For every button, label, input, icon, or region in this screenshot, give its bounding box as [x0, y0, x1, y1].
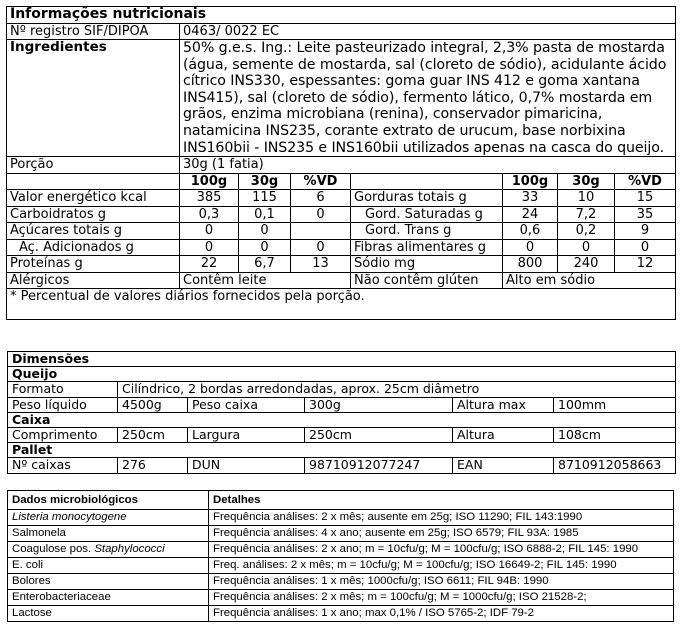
registry-label: Nº registro SIF/DIPOA	[7, 23, 180, 40]
ean-label: EAN	[453, 458, 554, 473]
nutrient-vd: 6	[291, 190, 351, 207]
pallet-header: Pallet	[8, 443, 676, 458]
dun-label: DUN	[188, 458, 305, 473]
micro-row	[8, 542, 674, 558]
format-value: Cilíndrico, 2 bordas arredondadas, aprox. 25cm diâmetro	[118, 382, 676, 397]
nutrient-100g: 0	[180, 239, 239, 256]
micro-details: Frequência análises: 1 x ano; max 0,1% / ISO 5765-2; IDF 79-2	[209, 606, 674, 622]
ingredients-label: Ingredientes	[7, 40, 180, 157]
nutrient-vd: 13	[291, 256, 351, 273]
nutrient-name: Açúcares totais g	[7, 223, 180, 240]
nutrient-name: Gorduras totais g	[351, 190, 503, 207]
net-weight-value: 4500g	[118, 397, 188, 412]
nutrient-vd: 0	[615, 239, 676, 256]
format-label: Formato	[8, 382, 118, 397]
height-label: Altura	[453, 428, 554, 443]
nutrient-vd: 0	[291, 206, 351, 223]
nutrient-100g: 385	[180, 190, 239, 207]
nutrient-name: Fibras alimentares g	[351, 239, 503, 256]
nutrient-vd: 9	[615, 223, 676, 240]
cheese-header: Queijo	[8, 367, 676, 382]
nutrient-row	[7, 223, 676, 240]
nutrient-30g: 0,2	[558, 223, 615, 240]
nutrient-vd	[291, 223, 351, 240]
max-height-value: 100mm	[554, 397, 676, 412]
micro-row	[8, 510, 674, 526]
micro-name: E. coli	[8, 558, 209, 574]
nutrient-row	[7, 206, 676, 223]
dimensions-title: Dimensões	[8, 352, 676, 367]
micro-name-italic: Staphylococci	[94, 543, 165, 555]
header-100g-right: 100g	[503, 173, 558, 190]
nutrient-30g: 7,2	[558, 206, 615, 223]
micro-row	[8, 590, 674, 606]
nutrient-30g: 0	[239, 239, 291, 256]
gluten-statement: Não contêm glúten	[351, 272, 503, 289]
nutrient-name: Gord. Saturadas g	[351, 206, 503, 223]
micro-name: Enterobacteriaceae	[8, 590, 209, 606]
micro-header-left: Dados microbiológicos	[8, 491, 209, 510]
micro-row	[8, 574, 674, 590]
nutrient-100g: 0	[180, 223, 239, 240]
portion-label: Porção	[7, 157, 180, 174]
micro-name: Salmonela	[8, 526, 209, 542]
max-height-label: Altura max	[453, 397, 554, 412]
box-weight-label: Peso caixa	[188, 397, 305, 412]
registry-value: 0463/ 0022 EC	[180, 23, 676, 40]
nutrient-100g: 0,6	[503, 223, 558, 240]
header-30g-right: 30g	[558, 173, 615, 190]
micro-details: Frequência análises: 2 x mês; ausente em 25g; ISO 11290; FIL 143:1990	[209, 510, 674, 526]
length-label: Comprimento	[8, 428, 118, 443]
nutrient-row	[7, 239, 676, 256]
nutrient-100g: 800	[503, 256, 558, 273]
nutrient-30g: 0,1	[239, 206, 291, 223]
nutrient-100g: 0,3	[180, 206, 239, 223]
nutrient-name: Carboidratos g	[7, 206, 180, 223]
micro-header-right: Detalhes	[209, 491, 674, 510]
nutrient-100g: 33	[503, 190, 558, 207]
micro-name: Bolores	[8, 574, 209, 590]
nutrient-100g: 22	[180, 256, 239, 273]
nutrient-name: Valor energético kcal	[7, 190, 180, 207]
nutrient-100g: 0	[503, 239, 558, 256]
dimensions-table	[7, 351, 676, 474]
micro-details: Frequência análises: 2 x mês; m = 100cfu/g; M = 1000cfu/g; ISO 21528-2;	[209, 590, 674, 606]
nutrient-vd: 0	[291, 239, 351, 256]
header-blank-right	[351, 173, 503, 190]
micro-name-prefix: Coagulose pos.	[12, 543, 95, 555]
header-30g: 30g	[239, 173, 291, 190]
nutrient-30g: 10	[558, 190, 615, 207]
footnote: * Percentual de valores diários fornecidos pela porção.	[7, 289, 676, 320]
micro-name: Listeria monocytogene	[8, 510, 209, 526]
micro-details: Frequência análises: 1 x mês; 1000cfu/g; ISO 6611; FIL 94B: 1990	[209, 574, 674, 590]
micro-row	[8, 606, 674, 622]
nutrient-30g: 0	[239, 223, 291, 240]
micro-name	[8, 542, 209, 558]
header-blank	[7, 173, 180, 190]
nutrient-vd: 12	[615, 256, 676, 273]
boxes-label: Nº caixas	[8, 458, 118, 473]
nutrition-table	[6, 6, 676, 320]
sodium-note: Alto em sódio	[503, 272, 676, 289]
header-100g: 100g	[180, 173, 239, 190]
micro-details: Freq. análises: 2 x mês; m = 10cfu/g; M = 100cfu/g; ISO 16649-2; FIL 145: 1990	[209, 558, 674, 574]
net-weight-label: Peso líquido	[8, 397, 118, 412]
boxes-value: 276	[118, 458, 188, 473]
header-vd-right: %VD	[615, 173, 676, 190]
box-header: Caixa	[8, 412, 676, 427]
micro-details: Frequência análises: 4 x ano; ausente em 25g; ISO 6579; FIL 93A: 1985	[209, 526, 674, 542]
nutrient-row	[7, 190, 676, 207]
nutrient-100g: 24	[503, 206, 558, 223]
width-label: Largura	[188, 428, 305, 443]
box-weight-value: 300g	[305, 397, 453, 412]
nutrient-name: Gord. Trans g	[351, 223, 503, 240]
portion-value: 30g (1 fatia)	[180, 157, 676, 174]
ingredients-text: 50% g.e.s. Ing.: Leite pasteurizado integral, 2,3% pasta de mostarda (água, semente de mostarda, sal (cloreto de sódio), acidulante ácido cítrico INS330, espessantes: goma guar INS 412 e goma xantana INS415), sal (cloreto de sódio), fermento lático, 0,7% mostarda em grãos, enzima microbiana (renina), conservador pimaricina, natamicina INS235, corante extrato de urucum, base norbixina INS160bii - INS235 e INS160bii utilizados apenas na casca do queijo.	[180, 40, 676, 157]
nutrient-30g: 240	[558, 256, 615, 273]
micro-details: Frequência análises: 2 x ano; m = 10cfu/g; M = 100cfu/g; ISO 6888-2; FIL 145: 1990	[209, 542, 674, 558]
nutrient-name: Sódio mg	[351, 256, 503, 273]
allergens-value: Contêm leite	[180, 272, 351, 289]
allergens-label: Alérgicos	[7, 272, 180, 289]
micro-row	[8, 526, 674, 542]
nutrient-30g: 115	[239, 190, 291, 207]
nutrient-name: Proteínas g	[7, 256, 180, 273]
width-value: 250cm	[305, 428, 453, 443]
micro-row	[8, 558, 674, 574]
dun-value: 98710912077247	[305, 458, 453, 473]
length-value: 250cm	[118, 428, 188, 443]
nutrient-row	[7, 256, 676, 273]
nutrient-30g: 0	[558, 239, 615, 256]
microbiology-table	[7, 490, 674, 622]
nutrition-title: Informações nutricionais	[7, 7, 676, 24]
nutrient-vd: 35	[615, 206, 676, 223]
ean-value: 8710912058663	[554, 458, 676, 473]
nutrient-name: Aç. Adicionados g	[7, 239, 180, 256]
nutrient-30g: 6,7	[239, 256, 291, 273]
header-vd: %VD	[291, 173, 351, 190]
nutrient-vd: 15	[615, 190, 676, 207]
height-value: 108cm	[554, 428, 676, 443]
micro-name: Lactose	[8, 606, 209, 622]
